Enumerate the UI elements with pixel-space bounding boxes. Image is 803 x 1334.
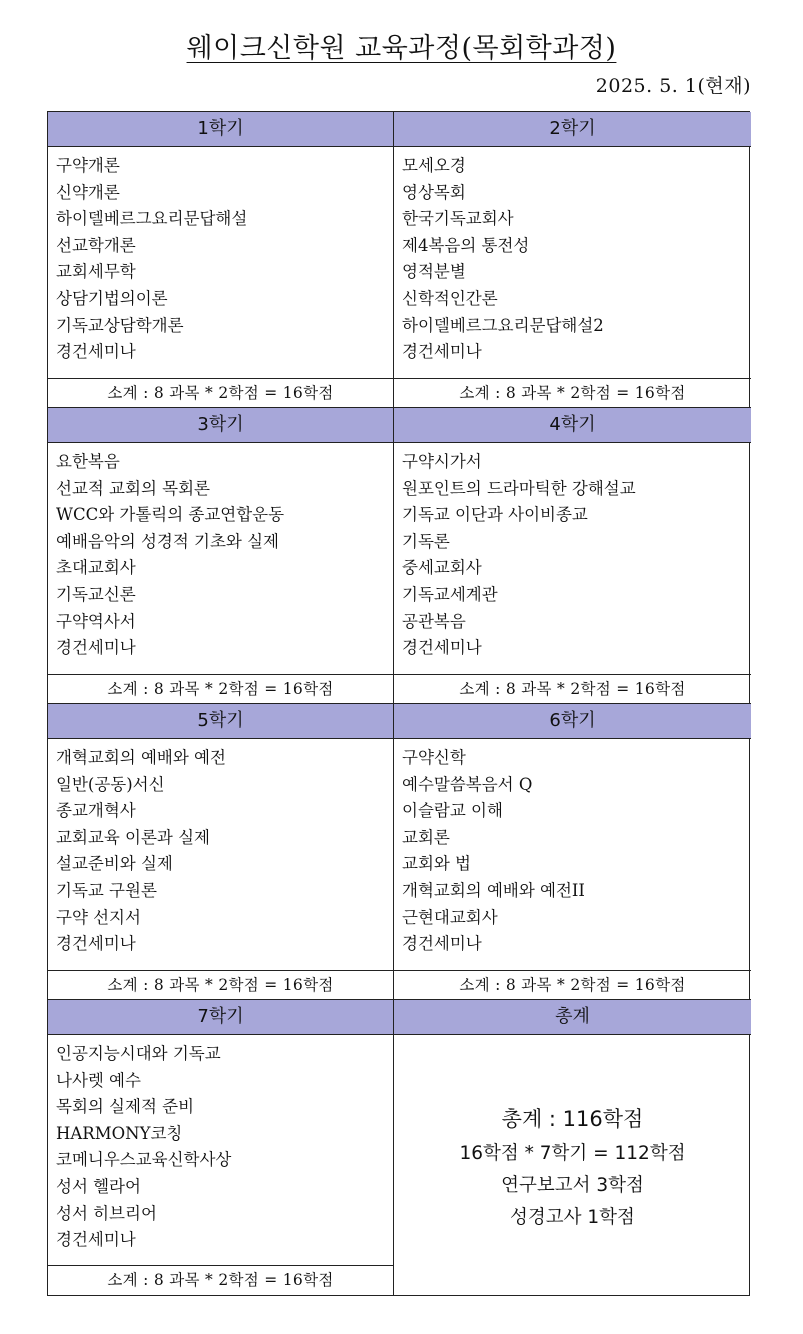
course-item: 예배음악의 성경적 기초와 실제 [56, 531, 279, 551]
course-item: 기독교 이단과 사이비종교 [402, 505, 588, 525]
course-item: 교회세무학 [56, 262, 136, 282]
course-item: 상담기법의이론 [56, 288, 168, 308]
semester-2-subtotal: 소계 : 8 과목 * 2학점 = 16학점 [394, 378, 751, 408]
course-item: 영적분별 [402, 262, 466, 282]
course-item: 경건세미나 [402, 638, 482, 658]
semester-6-course-list [394, 739, 751, 970]
total-credits: 총계 : 116학점 [501, 1107, 644, 1131]
semester-7-subtotal: 소계 : 8 과목 * 2학점 = 16학점 [48, 1265, 393, 1295]
course-item: 기독교세계관 [402, 584, 498, 604]
course-item: 신약개론 [56, 182, 120, 202]
course-item: 구약역사서 [56, 611, 136, 631]
total-line: 16학점 * 7학기 = 112학점 [459, 1143, 686, 1164]
course-item: 기독교 구원론 [56, 880, 157, 900]
course-item: 예수말씀복음서 Q [402, 774, 533, 794]
page-title: 웨이크신학원 교육과정(목회학과정) [186, 33, 617, 64]
total-line: 연구보고서 3학점 [501, 1175, 644, 1196]
course-item: 성서 히브리어 [56, 1203, 157, 1223]
semester-2-course-list [394, 147, 751, 378]
course-item: 경건세미나 [56, 638, 136, 658]
course-item: 하이델베르그요리문답해설2 [402, 315, 604, 335]
semester-1-header: 1학기 [48, 112, 393, 147]
course-item: 경건세미나 [402, 342, 482, 362]
course-item: 개혁교회의 예배와 예전 [56, 748, 226, 767]
course-item: 선교적 교회의 목회론 [56, 478, 210, 498]
course-item: 기독교신론 [56, 584, 136, 604]
course-item: WCC와 가톨릭의 종교연합운동 [56, 505, 285, 525]
course-item: 일반(공동)서신 [56, 774, 165, 794]
document-date: 2025. 5. 1(현재) [595, 75, 751, 97]
course-item: 목회의 실제적 준비 [56, 1097, 195, 1117]
semester-5-block [48, 704, 394, 1000]
course-item: 나사렛 예수 [56, 1070, 141, 1090]
course-item: 코메니우스교육신학사상 [56, 1150, 232, 1170]
course-item: 경건세미나 [56, 342, 136, 362]
semester-5-header: 5학기 [48, 704, 393, 739]
semester-4-block [394, 408, 751, 704]
course-item: 공관복음 [402, 611, 466, 631]
course-item: 초대교회사 [56, 558, 136, 578]
course-item: 근현대교회사 [402, 907, 498, 927]
course-item: 제4복음의 통전성 [402, 235, 530, 255]
semester-7-course-list [48, 1035, 393, 1265]
course-item: 종교개혁사 [56, 801, 136, 821]
semester-2-header: 2학기 [394, 112, 751, 147]
course-item: 한국기독교회사 [402, 209, 514, 229]
semester-5-course-list [48, 739, 393, 970]
total-line: 성경고사 1학점 [510, 1207, 635, 1228]
semester-6-subtotal: 소계 : 8 과목 * 2학점 = 16학점 [394, 970, 751, 1000]
course-item: 경건세미나 [56, 934, 136, 954]
semester-4-header: 4학기 [394, 408, 751, 443]
course-item: 설교준비와 실제 [56, 854, 173, 874]
course-item: 구약 선지서 [56, 907, 141, 927]
total-block [394, 1000, 751, 1295]
course-item: 구약시가서 [402, 452, 482, 471]
semester-6-header: 6학기 [394, 704, 751, 739]
semester-3-subtotal: 소계 : 8 과목 * 2학점 = 16학점 [48, 674, 393, 704]
course-item: 구약신학 [402, 748, 466, 767]
course-item: 모세오경 [402, 156, 466, 175]
semester-1-course-list [48, 147, 393, 378]
semester-3-course-list [48, 443, 393, 674]
course-item: 요한복음 [56, 452, 120, 471]
course-item: 하이델베르그요리문답해설 [56, 209, 248, 229]
course-item: 원포인트의 드라마틱한 강해설교 [402, 478, 636, 498]
course-item: 교회론 [402, 827, 450, 847]
course-item: 성서 헬라어 [56, 1176, 141, 1196]
course-item: 신학적인간론 [402, 288, 498, 308]
semester-7-block [48, 1000, 394, 1295]
course-item: 이슬람교 이해 [402, 801, 503, 821]
course-item: 영상목회 [402, 182, 466, 202]
course-item: 개혁교회의 예배와 예전II [402, 880, 585, 900]
semester-4-subtotal: 소계 : 8 과목 * 2학점 = 16학점 [394, 674, 751, 704]
course-item: 기독교상담학개론 [56, 315, 184, 335]
course-item: 중세교회사 [402, 558, 482, 578]
semester-4-course-list [394, 443, 751, 674]
total-summary [394, 1035, 751, 1295]
semester-5-subtotal: 소계 : 8 과목 * 2학점 = 16학점 [48, 970, 393, 1000]
course-item: 기독론 [402, 531, 450, 551]
semester-1-subtotal: 소계 : 8 과목 * 2학점 = 16학점 [48, 378, 393, 408]
total-header: 총계 [394, 1000, 751, 1035]
semester-2-block [394, 112, 751, 408]
semester-3-block [48, 408, 394, 704]
semester-7-header: 7학기 [48, 1000, 393, 1035]
course-item: 경건세미나 [402, 934, 482, 954]
course-item: 구약개론 [56, 156, 120, 175]
course-item: 인공지능시대와 기독교 [56, 1044, 221, 1063]
semester-3-header: 3학기 [48, 408, 393, 443]
course-item: 선교학개론 [56, 235, 136, 255]
semester-1-block [48, 112, 394, 408]
course-item: 교회교육 이론과 실제 [56, 827, 210, 847]
course-item: 경건세미나 [56, 1230, 136, 1250]
curriculum-table [47, 111, 750, 1296]
course-item: HARMONY코칭 [56, 1123, 183, 1143]
course-item: 교회와 법 [402, 854, 472, 874]
semester-6-block [394, 704, 751, 1000]
